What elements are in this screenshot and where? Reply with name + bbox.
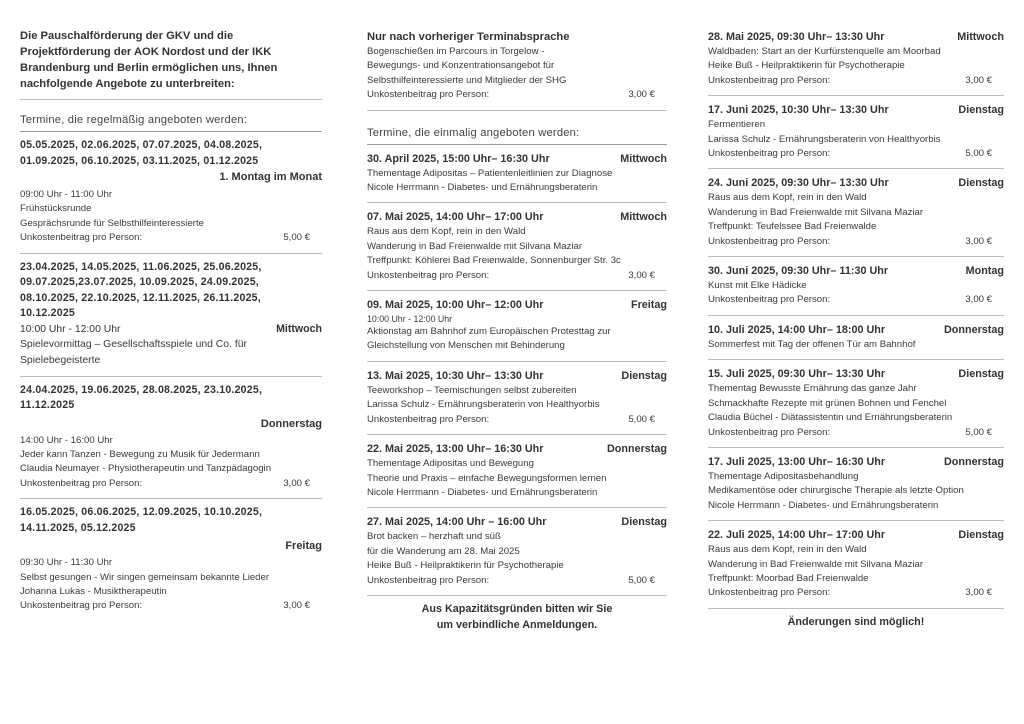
event-cost: Unkostenbeitrag pro Person: 5,00 € [367,574,655,586]
divider [367,290,667,291]
event-line: Thementage Adipositas – Patientenleitlinien zur Diagnose [367,167,613,179]
event-line: Bewegungs- und Konzentrationsangebot für [367,60,555,72]
event-weekday: Dienstag [958,529,1004,542]
event-line: Waldbaden: Start an der Kurfürstenquelle am Moorbad [708,46,941,57]
event-line: Treffpunkt: Köhlerei Bad Freienwalde, Sonnenburger Str. 3c [367,255,621,267]
intro-line: Brandenburg und Berlin ermöglichen uns, Ihnen [20,62,278,74]
event-weekday: Dienstag [958,368,1004,381]
event-cost: Unkostenbeitrag pro Person: 3,00 € [367,89,655,101]
event-date: 30. April 2025, 15:00 Uhr– 16:30 Uhr [367,152,550,165]
event-cost: Unkostenbeitrag pro Person: 3,00 € [367,269,655,281]
single-event [708,453,1004,515]
event-cost: Unkostenbeitrag pro Person: 5,00 € [20,232,310,244]
event-date: 22. Mai 2025, 13:00 Uhr– 16:30 Uhr [367,443,544,456]
event-line: Spielebegeisterte [20,354,101,366]
divider [708,95,1004,96]
event-line: Heike Buß - Heilpraktikerin für Psychotherapie [367,560,564,572]
event-weekday: Freitag [285,540,322,553]
event-date: 24. Juni 2025, 09:30 Uhr– 13:30 Uhr [708,177,889,190]
event-weekday: Mittwoch [620,211,667,224]
event-date: 13. Mai 2025, 10:30 Uhr– 13:30 Uhr [367,369,544,382]
regular-event-breakfast [20,137,322,248]
divider [20,131,322,132]
event-date: 17. Juni 2025, 10:30 Uhr– 13:30 Uhr [708,104,889,117]
divider [367,144,667,145]
event-line: Nicole Herrmann - Diabetes- und Ernährungsberaterin [708,499,939,511]
event-line: 10:00 Uhr - 12:00 Uhr [367,314,453,325]
divider [20,99,322,100]
archery-offer [367,28,667,105]
event-weekday: Donnerstag [944,323,1004,336]
event-line: Wanderung in Bad Freienwalde mit Silvana Maziar [367,240,583,252]
event-line: Treffpunkt: Teufelssee Bad Freienwalde [708,221,877,233]
divider [367,110,667,111]
single-event [708,28,1004,90]
event-date: 10. Juli 2025, 14:00 Uhr– 18:00 Uhr [708,323,886,336]
event-cost: Unkostenbeitrag pro Person: 3,00 € [708,74,992,86]
event-line: Teeworkshop – Teemischungen selbst zubereiten [367,384,577,396]
divider [708,520,1004,521]
event-line: Treffpunkt: Moorbad Bad Freienwalde [708,572,869,584]
event-time-day [20,322,322,337]
event-line: Frühstücksrunde [20,203,92,215]
event-dates: 24.04.2025, 19.06.2025, 28.08.2025, 23.10.2025, 11.12.2025 [20,383,263,412]
single-event [708,174,1004,251]
event-line: Heike Buß - Heilpraktikerin für Psychotherapie [708,60,905,72]
event-dates: 23.04.2025, 14.05.2025, 11.06.2025, 25.06.2025, 09.07.2025,23.07.2025, 10.09.2025, 24.09.2025, 08.10.2025, 22.10.2025, 12.11.2025, 26.11.2025, 10.12.2025 [20,260,262,320]
event-weekday: Dienstag [958,177,1004,190]
event-weekday: Dienstag [621,369,667,382]
event-line: für die Wanderung am 28. Mai 2025 [367,545,520,557]
single-event [708,262,1004,310]
event-dates: 16.05.2025, 06.06.2025, 12.09.2025, 10.10.2025, 14.11.2025, 05.12.2025 [20,506,263,534]
event-cost: Unkostenbeitrag pro Person: 3,00 € [708,587,992,599]
event-weekday: Mittwoch [276,322,322,335]
single-event [367,150,667,198]
changes-note: Änderungen sind möglich! [787,615,925,628]
divider [20,253,322,254]
event-date: 17. Juli 2025, 13:00 Uhr– 16:30 Uhr [708,455,886,468]
divider [367,595,667,596]
event-time: 09:00 Uhr - 11:00 Uhr [20,189,113,200]
event-time: 09:30 Uhr - 11:30 Uhr [20,557,113,569]
regular-event-games [20,259,322,371]
single-event [708,321,1004,354]
event-date: 30. Juni 2025, 09:30 Uhr– 11:30 Uhr [708,265,889,278]
event-cost: Unkostenbeitrag pro Person: 5,00 € [708,426,992,438]
event-line: Jeder kann Tanzen - Bewegung zu Musik für Jedermann [20,449,260,461]
event-weekday: Donnerstag [944,455,1004,468]
event-line: Selbst gesungen - Wir singen gemeinsam bekannte Lieder [20,571,270,583]
event-line: Sommerfest mit Tag der offenen Tür am Bahnhof [708,338,916,350]
divider [367,202,667,203]
section-heading-single: Termine, die einmalig angeboten werden: [367,126,580,139]
event-line: Thementage Adipositas und Bewegung [367,458,534,470]
event-cost: Unkostenbeitrag pro Person: 3,00 € [20,477,310,489]
divider [708,315,1004,316]
event-line: Johanna Lukas - Musiktherapeutin [20,586,167,598]
event-weekday: Dienstag [958,104,1004,117]
event-weekday: Montag [965,265,1004,278]
divider [708,608,1004,609]
column-regular-events [20,28,322,616]
single-event [367,513,667,590]
event-line: Claudia Neumayer - Physiotherapeutin und Tanzpädagogin [20,463,272,475]
event-weekday: Donnerstag [260,417,322,430]
event-line: Schmackhafte Rezepte mit grünen Bohnen und Fenchel [708,397,947,409]
event-weekday: Dienstag [621,516,667,529]
event-line: Thementage Adipositasbehandlung [708,470,859,482]
column-single-events [367,28,667,633]
event-line: Raus aus dem Kopf, rein in den Wald [708,192,867,204]
event-line: Raus aus dem Kopf, rein in den Wald [367,226,526,238]
event-weekday: Donnerstag [607,443,667,456]
event-cost: Unkostenbeitrag pro Person: 3,00 € [708,294,992,306]
event-line: Spielevormittag – Gesellschaftsspiele und Co. für [20,338,247,350]
divider [20,376,322,377]
event-line: Wanderung in Bad Freienwalde mit Silvana Maziar [708,206,924,218]
event-cost: Unkostenbeitrag pro Person: 5,00 € [708,148,992,160]
intro-line: Die Pauschalförderung der GKV und die [20,30,234,42]
divider [367,361,667,362]
event-weekday: Mittwoch [957,31,1004,43]
event-weekday: 1. Montag im Monat [219,171,322,183]
single-event [367,296,667,356]
event-dates: 05.05.2025, 02.06.2025, 07.07.2025, 04.08.2025, 01.09.2025, 06.10.2025, 03.11.2025, 01.12.2025 [20,139,263,167]
event-line: Medikamentöse oder chirurgische Therapie als letzte Option [708,485,964,497]
event-weekday: Mittwoch [620,152,667,165]
single-event [708,101,1004,163]
event-line: Wanderung in Bad Freienwalde mit Silvana Maziar [708,558,924,570]
column-single-events-continued [708,28,1004,630]
single-event [708,365,1004,442]
event-line: Thementag Bewusste Ernährung das ganze Jahr [708,383,917,395]
event-cost: Unkostenbeitrag pro Person: 3,00 € [20,600,310,612]
divider [708,168,1004,169]
divider [367,434,667,435]
single-event [367,367,667,429]
event-line: Claudia Büchel - Diätassistentin und Ernährungsberaterin [708,412,953,424]
divider [708,447,1004,448]
event-time: 10:00 Uhr - 12:00 Uhr [20,323,121,335]
single-event [367,208,667,285]
event-line: Theorie und Praxis – einfache Bewegungsformen lernen [367,472,607,484]
archery-title: Nur nach vorheriger Terminabsprache [367,31,570,43]
event-date: 15. Juli 2025, 09:30 Uhr– 13:30 Uhr [708,368,886,381]
single-event [367,440,667,502]
event-cost: Unkostenbeitrag pro Person: 3,00 € [708,235,992,247]
event-line: Gesprächsrunde für Selbsthilfeinteressierte [20,217,204,229]
divider [708,359,1004,360]
event-line: Bogenschießen im Parcours in Torgelow - [367,46,545,57]
event-line: Larissa Schulz - Ernährungsberaterin von Healthyorbis [367,399,600,411]
event-line: Nicole Herrmann - Diabetes- und Ernährungsberaterin [367,182,598,194]
divider [20,498,322,499]
regular-event-dance [20,382,322,494]
intro-line: Projektförderung der AOK Nordost und der IKK [20,46,272,58]
event-date: 28. Mai 2025, 09:30 Uhr– 13:30 Uhr [708,31,885,43]
event-date: 27. Mai 2025, 14:00 Uhr – 16:00 Uhr [367,516,547,529]
event-line: Larissa Schulz - Ernährungsberaterin von Healthyorbis [708,133,941,145]
event-time: 14:00 Uhr - 16:00 Uhr [20,434,113,446]
event-line: Raus aus dem Kopf, rein in den Wald [708,544,867,556]
event-line: Brot backen – herzhaft und süß [367,531,501,543]
event-cost: Unkostenbeitrag pro Person: 5,00 € [367,413,655,425]
event-line: Fermentieren [708,119,766,131]
regular-event-singing [20,504,322,616]
registration-note: Aus Kapazitätsgründen bitten wir Sie um verbindliche Anmeldungen. [421,602,613,631]
event-line: Kunst mit Elke Hädicke [708,280,807,292]
event-date: 07. Mai 2025, 14:00 Uhr– 17:00 Uhr [367,211,544,224]
event-line: Gleichstellung von Menschen mit Behinderung [367,340,565,352]
event-line: Nicole Herrmann - Diabetes- und Ernährungsberaterin [367,486,598,498]
section-heading-regular: Termine, die regelmäßig angeboten werden: [20,114,248,126]
event-weekday: Freitag [631,299,667,312]
divider [367,507,667,508]
event-line: Selbsthilfeinteressierte und Mitglieder der SHG [367,74,567,86]
event-date: 09. Mai 2025, 10:00 Uhr– 12:00 Uhr [367,299,544,312]
divider [708,256,1004,257]
intro-text [20,28,322,92]
event-date: 22. Juli 2025, 14:00 Uhr– 17:00 Uhr [708,529,886,542]
single-event [708,526,1004,603]
intro-line: nachfolgende Angebote zu unterbreiten: [20,78,235,90]
event-line: Aktionstag am Bahnhof zum Europäischen Protesttag zur [367,326,611,338]
